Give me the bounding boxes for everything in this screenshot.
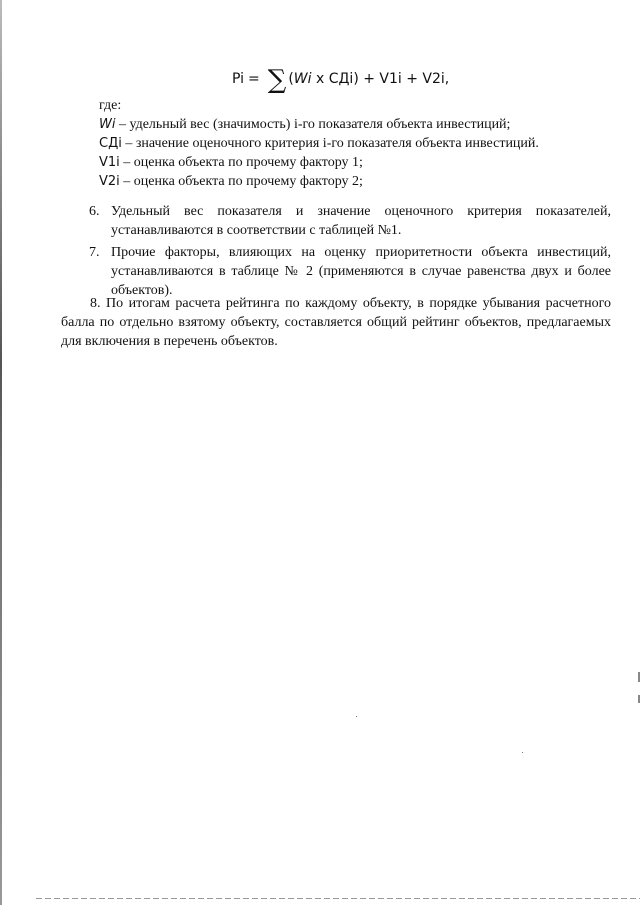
- scan-speck: [356, 716, 357, 717]
- definition-row: [99, 153, 539, 172]
- scan-left-edge: [0, 0, 2, 905]
- list-item-7: [89, 243, 611, 300]
- definition-text: – значение оценочного критерия i-го показателя объекта инвестиций.: [121, 136, 539, 151]
- formula-rest: ) + V1i + V2i,: [353, 71, 450, 87]
- formula-weight: Wi: [293, 71, 312, 87]
- formula-equals: =: [248, 71, 260, 87]
- definition-symbol: Wi: [99, 117, 116, 132]
- definition-symbol: V1i: [99, 155, 120, 170]
- definition-symbol: СДi: [99, 136, 122, 151]
- definition-text: – оценка объекта по прочему фактору 2;: [119, 174, 363, 189]
- list-item-text: Удельный вес показателя и значение оценочного критерия показателей, устанавливаются в соответствии с таблицей №1.: [111, 204, 611, 238]
- list-item-number: 7.: [89, 245, 100, 260]
- formula-lhs: Pi: [232, 71, 245, 87]
- definition-symbol: V2i: [99, 174, 120, 189]
- sum-sigma: ∑: [267, 65, 287, 95]
- formula-criterion: x СДi: [311, 71, 354, 87]
- list-item-number: 6.: [89, 204, 100, 219]
- definition-row: [99, 115, 539, 134]
- definition-row: [99, 134, 539, 153]
- definition-text: – оценка объекта по прочему фактору 1;: [119, 155, 363, 170]
- scan-speck: [522, 752, 523, 753]
- definitions-intro: где:: [99, 98, 122, 113]
- formula-open-paren: (: [288, 71, 294, 87]
- list-item-text: Прочие факторы, влияющих на оценку приоритетности объекта инвестиций, устанавливаются в таблице № 2 (применяются в случае равенства двух и более объектов).: [111, 245, 611, 298]
- scan-bottom-edge: [36, 898, 640, 899]
- list-item-6: [89, 202, 611, 240]
- rating-formula: [232, 65, 450, 95]
- definition-row: [99, 172, 539, 191]
- paragraph-8: 8. По итогам расчета рейтинга по каждому объекту, в порядке убывания расчетного балла по отдельно взятому объекту, составляется общий рейтинг объектов, предлагаемых для включения в перечень объектов.: [61, 296, 611, 349]
- definitions-block: [99, 96, 539, 191]
- definition-text: – удельный вес (значимость) i-го показателя объекта инвестиций;: [115, 117, 511, 132]
